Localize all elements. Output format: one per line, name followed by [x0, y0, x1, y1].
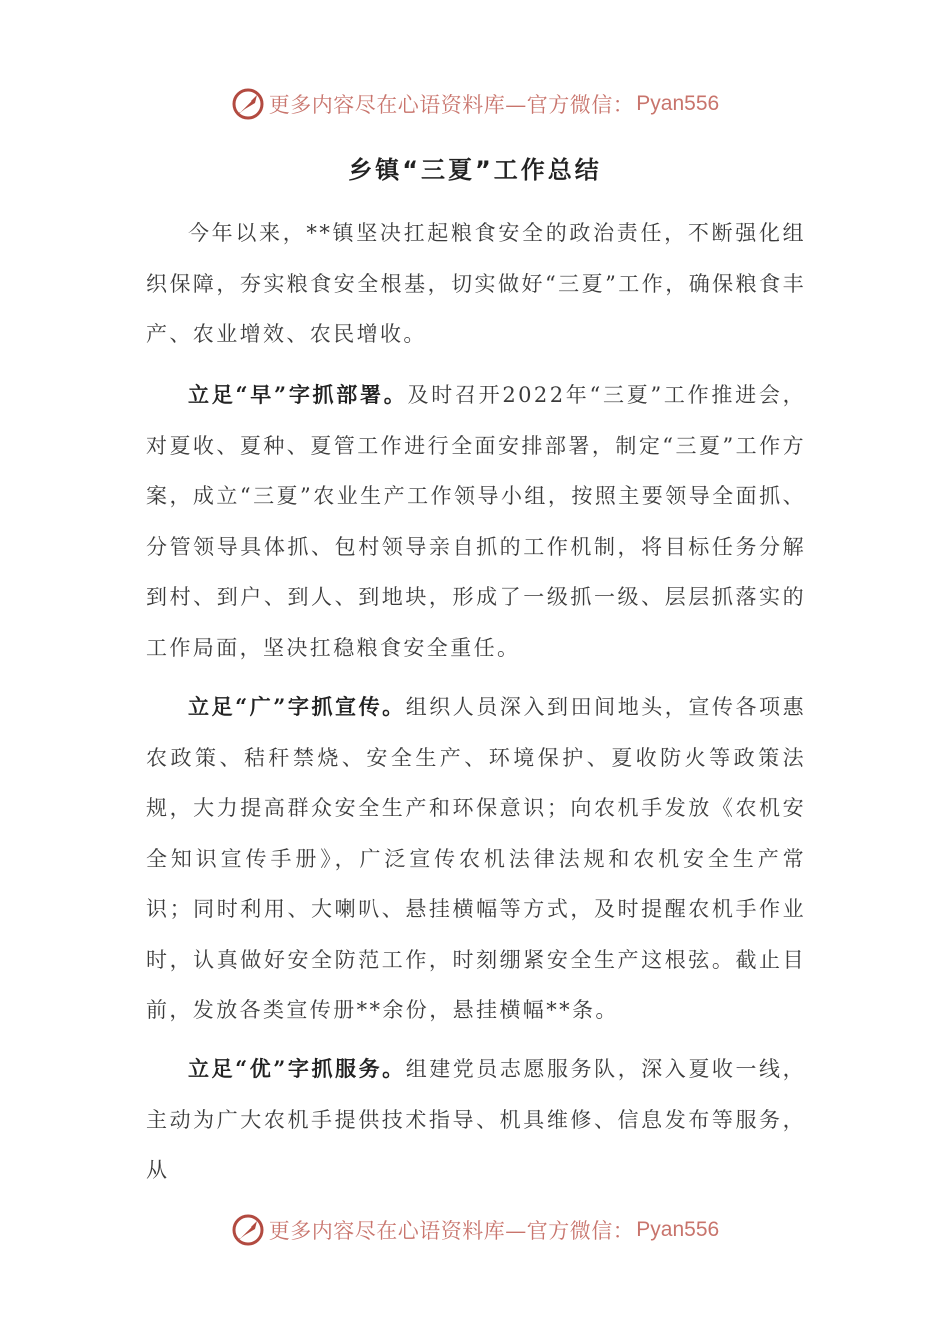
quill-logo-icon	[231, 1213, 265, 1247]
paragraph-service	[146, 1044, 806, 1196]
paragraph-body: 及时召开2022年“三夏”工作推进会，对夏收、夏种、夏管工作进行全面安排部署，制定“三夏”工作方案，成立“三夏”农业生产工作领导小组，按照主要领导全面抓、分管领导具体抓、包村领导亲自抓的工作机制，将目标任务分解到村、到户、到人、到地块，形成了一级抓一级、层层抓落实的工作局面，坚决扛稳粮食安全重任。	[146, 383, 806, 660]
document-title: 乡镇“三夏”工作总结	[348, 156, 602, 184]
quill-logo-icon	[231, 87, 265, 121]
banner-text: 更多内容尽在心语资料库—官方微信：	[268, 93, 635, 117]
paragraph-lead: 立足“优”字抓服务。	[188, 1056, 406, 1081]
paragraph-body: 组织人员深入到田间地头，宣传各项惠农政策、秸秆禁烧、安全生产、环境保护、夏收防火等政策法规，大力提高群众安全生产和环保意识；向农机手发放《农机安全知识宣传手册》，广泛宣传农机法律法规和农机安全生产常识；同时利用、大喇叭、悬挂横幅等方式，及时提醒农机手作业时，认真做好安全防范工作，时刻绷紧安全生产这根弦。截止目前，发放各类宣传册**余份，悬挂横幅**条。	[146, 695, 806, 1022]
paragraph-deployment	[146, 370, 806, 673]
paragraph-body: 组建党员志愿服务队，深入夏收一线，主动为广大农机手提供技术指导、机具维修、信息发布等服务，从	[146, 1057, 806, 1182]
header-banner	[0, 84, 950, 124]
paragraph-intro	[146, 208, 806, 360]
banner-text: 更多内容尽在心语资料库—官方微信：	[268, 1219, 635, 1243]
paragraph-lead: 立足“早”字抓部署。	[188, 382, 408, 407]
banner-wechat-id: Pyan556	[636, 1218, 720, 1241]
paragraph-body: 今年以来，**镇坚决扛起粮食安全的政治责任，不断强化组织保障，夯实粮食安全根基，切实做好“三夏”工作，确保粮食丰产、农业增效、农民增收。	[146, 221, 806, 346]
footer-banner	[0, 1210, 950, 1250]
paragraph-lead: 立足“广”字抓宣传。	[188, 694, 406, 719]
banner-wechat-id: Pyan556	[636, 92, 720, 115]
paragraph-publicity	[146, 682, 806, 1036]
